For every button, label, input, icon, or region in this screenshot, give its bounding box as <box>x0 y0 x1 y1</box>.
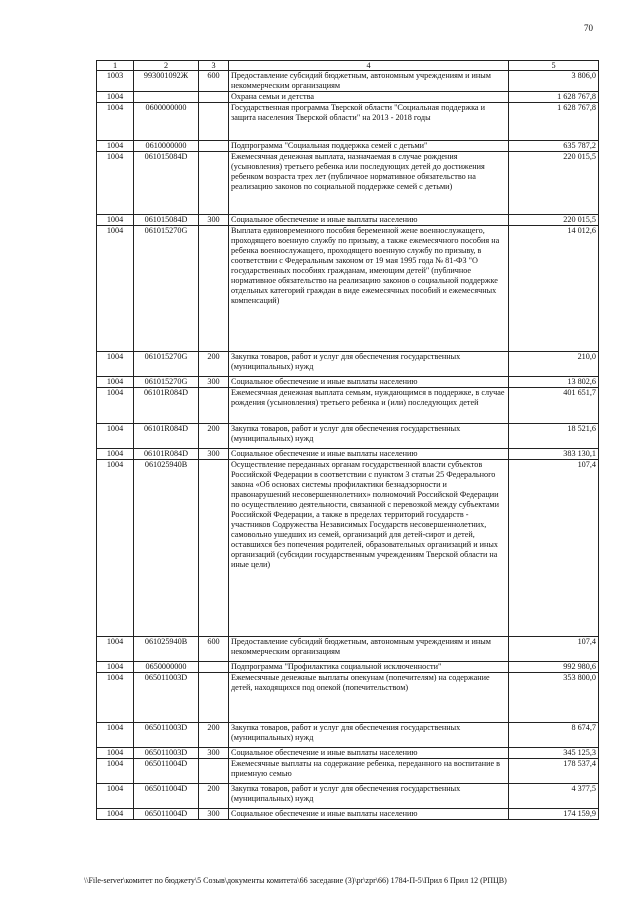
amount-cell: 8 674,7 <box>509 723 599 748</box>
section-code-cell: 1004 <box>97 759 134 784</box>
description-cell: Предоставление субсидий бюджетным, автономным учреждениям и иным некоммерческим организациям <box>229 637 509 662</box>
target-article-cell: 061015084D <box>134 152 199 215</box>
expense-type-cell: 600 <box>199 637 229 662</box>
section-code-cell: 1004 <box>97 784 134 809</box>
amount-cell: 14 012,6 <box>509 226 599 352</box>
description-cell: Выплата единовременного пособия беременной жене военнослужащего, проходящего военную службу по призыву, а также ежемесячного пособия на ребенка военнослужащего, проходящего военную службу по призыву, в соответствии с Федеральным законом от 19 мая 1995 года № 81-ФЗ "О государственных пособиях гражданам, имеющим детей" (публичное нормативное обязательство на реализацию законов о социальной поддержке отдельных категорий граждан в виде ежемесячных пособий и ежемесячных компенсаций) <box>229 226 509 352</box>
target-article-cell: 065011004D <box>134 759 199 784</box>
amount-cell: 174 159,9 <box>509 809 599 820</box>
amount-cell: 4 377,5 <box>509 784 599 809</box>
target-article-cell: 06101R084D <box>134 388 199 424</box>
expense-type-cell: 300 <box>199 449 229 460</box>
description-cell: Социальное обеспечение и иные выплаты населению <box>229 215 509 226</box>
table-row <box>97 71 599 92</box>
table-row <box>97 352 599 377</box>
table-row <box>97 226 599 352</box>
table-row <box>97 662 599 673</box>
section-code-cell: 1004 <box>97 152 134 215</box>
expense-type-cell <box>199 759 229 784</box>
table-row <box>97 809 599 820</box>
expense-type-cell: 200 <box>199 784 229 809</box>
description-cell: Подпрограмма "Социальная поддержка семей с детьми" <box>229 141 509 152</box>
target-article-cell: 0610000000 <box>134 141 199 152</box>
section-code-cell: 1004 <box>97 103 134 141</box>
table-body <box>97 71 599 820</box>
target-article-cell: 065011004D <box>134 809 199 820</box>
expense-type-cell: 300 <box>199 377 229 388</box>
description-cell: Закупка товаров, работ и услуг для обеспечения государственных (муниципальных) нужд <box>229 784 509 809</box>
description-cell: Закупка товаров, работ и услуг для обеспечения государственных (муниципальных) нужд <box>229 723 509 748</box>
expense-type-cell <box>199 673 229 723</box>
expense-type-cell <box>199 662 229 673</box>
table-row <box>97 449 599 460</box>
column-header-3: 3 <box>199 61 229 71</box>
description-cell: Закупка товаров, работ и услуг для обеспечения государственных (муниципальных) нужд <box>229 424 509 449</box>
expense-type-cell <box>199 152 229 215</box>
column-header-4: 4 <box>229 61 509 71</box>
expense-type-cell: 600 <box>199 71 229 92</box>
amount-cell: 353 800,0 <box>509 673 599 723</box>
expense-type-cell: 200 <box>199 352 229 377</box>
table-header-row <box>97 61 599 71</box>
table-row <box>97 723 599 748</box>
description-cell: Подпрограмма "Профилактика социальной исключенности" <box>229 662 509 673</box>
amount-cell: 383 130,1 <box>509 449 599 460</box>
target-article-cell: 061015270G <box>134 377 199 388</box>
description-cell: Ежемесячные денежные выплаты опекунам (попечителям) на содержание детей, находящихся под опекой (попечительством) <box>229 673 509 723</box>
section-code-cell: 1004 <box>97 215 134 226</box>
section-code-cell: 1004 <box>97 141 134 152</box>
description-cell: Осуществление переданных органам государственной власти субъектов Российской Федерации в соответствии с пунктом 3 статьи 25 Федерального закона «Об основах системы профилактики безнадзорности и правонарушений несовершеннолетних» полномочий Российской Федерации по осуществлению деятельности, связанной с перевозкой между субъектами Российской Федерации, а также в пределах территорий государств - участников Содружества Независимых Государств несовершеннолетних, самовольно ушедших из семей, организаций для детей-сирот и детей, оставшихся без попечения родителей, образовательных организаций и иных организаций (субсидии государственным учреждениям Тверской области на иные цели) <box>229 460 509 637</box>
section-code-cell: 1004 <box>97 449 134 460</box>
table-row <box>97 673 599 723</box>
description-cell: Государственная программа Тверской области "Социальная поддержка и защита населения Тверской области" на 2013 - 2018 годы <box>229 103 509 141</box>
page-number: 70 <box>584 23 593 33</box>
expense-type-cell <box>199 460 229 637</box>
expense-type-cell <box>199 141 229 152</box>
table-row <box>97 460 599 637</box>
table-row <box>97 215 599 226</box>
description-cell: Ежемесячные выплаты на содержание ребенка, переданного на воспитание в приемную семью <box>229 759 509 784</box>
target-article-cell: 061015270G <box>134 226 199 352</box>
section-code-cell: 1004 <box>97 388 134 424</box>
table-row <box>97 388 599 424</box>
section-code-cell: 1004 <box>97 424 134 449</box>
table-row <box>97 103 599 141</box>
amount-cell: 1 628 767,8 <box>509 103 599 141</box>
amount-cell: 178 537,4 <box>509 759 599 784</box>
target-article-cell: 065011003D <box>134 723 199 748</box>
amount-cell: 1 628 767,8 <box>509 92 599 103</box>
amount-cell: 635 787,2 <box>509 141 599 152</box>
target-article-cell: 061015270G <box>134 352 199 377</box>
expense-type-cell <box>199 226 229 352</box>
amount-cell: 220 015,5 <box>509 152 599 215</box>
target-article-cell: 065011004D <box>134 784 199 809</box>
amount-cell: 107,4 <box>509 460 599 637</box>
table-row <box>97 637 599 662</box>
description-cell: Социальное обеспечение и иные выплаты населению <box>229 449 509 460</box>
target-article-cell <box>134 92 199 103</box>
table-row <box>97 141 599 152</box>
table-row <box>97 748 599 759</box>
section-code-cell: 1004 <box>97 662 134 673</box>
section-code-cell: 1004 <box>97 226 134 352</box>
description-cell: Ежемесячная денежная выплата семьям, нуждающимся в поддержке, в случае рождения (усыновления) третьего ребенка и (или) последующих детей <box>229 388 509 424</box>
table-row <box>97 92 599 103</box>
amount-cell: 345 125,3 <box>509 748 599 759</box>
table-row <box>97 784 599 809</box>
section-code-cell: 1003 <box>97 71 134 92</box>
column-header-2: 2 <box>134 61 199 71</box>
target-article-cell: 065011003D <box>134 673 199 723</box>
amount-cell: 992 980,6 <box>509 662 599 673</box>
expense-type-cell <box>199 103 229 141</box>
section-code-cell: 1004 <box>97 377 134 388</box>
amount-cell: 220 015,5 <box>509 215 599 226</box>
section-code-cell: 1004 <box>97 637 134 662</box>
description-cell: Закупка товаров, работ и услуг для обеспечения государственных (муниципальных) нужд <box>229 352 509 377</box>
target-article-cell: 0650000000 <box>134 662 199 673</box>
target-article-cell: 061025940B <box>134 637 199 662</box>
table-row <box>97 759 599 784</box>
amount-cell: 18 521,6 <box>509 424 599 449</box>
section-code-cell: 1004 <box>97 92 134 103</box>
target-article-cell: 065011003D <box>134 748 199 759</box>
section-code-cell: 1004 <box>97 352 134 377</box>
section-code-cell: 1004 <box>97 673 134 723</box>
budget-table <box>96 60 599 820</box>
amount-cell: 401 651,7 <box>509 388 599 424</box>
description-cell: Социальное обеспечение и иные выплаты населению <box>229 377 509 388</box>
amount-cell: 210,0 <box>509 352 599 377</box>
expense-type-cell: 200 <box>199 723 229 748</box>
section-code-cell: 1004 <box>97 809 134 820</box>
expense-type-cell: 300 <box>199 809 229 820</box>
column-header-1: 1 <box>97 61 134 71</box>
target-article-cell: 993001092Ж <box>134 71 199 92</box>
expense-type-cell: 300 <box>199 748 229 759</box>
target-article-cell: 06101R084D <box>134 424 199 449</box>
target-article-cell: 061015084D <box>134 215 199 226</box>
amount-cell: 13 802,6 <box>509 377 599 388</box>
description-cell: Социальное обеспечение и иные выплаты населению <box>229 809 509 820</box>
description-cell: Охрана семьи и детства <box>229 92 509 103</box>
target-article-cell: 0600000000 <box>134 103 199 141</box>
table-row <box>97 424 599 449</box>
table-row <box>97 152 599 215</box>
target-article-cell: 061025940B <box>134 460 199 637</box>
expense-type-cell: 300 <box>199 215 229 226</box>
file-path-footer: \\File-server\комитет по бюджету\5 Созыв\документы комитета\66 заседание (3)\pr\zpr\66) 1784-П-5\Прил 6 Прил 12 (РПЦВ) <box>84 876 507 885</box>
section-code-cell: 1004 <box>97 460 134 637</box>
expense-type-cell <box>199 92 229 103</box>
section-code-cell: 1004 <box>97 748 134 759</box>
description-cell: Ежемесячная денежная выплата, назначаемая в случае рождения (усыновления) третьего ребенка или последующих детей до достижения ребенком возраста трех лет (публичное нормативное обязательство на реализацию законов по социальной поддержке семей с детьми) <box>229 152 509 215</box>
expense-type-cell: 200 <box>199 424 229 449</box>
section-code-cell: 1004 <box>97 723 134 748</box>
description-cell: Социальное обеспечение и иные выплаты населению <box>229 748 509 759</box>
description-cell: Предоставление субсидий бюджетным, автономным учреждениям и иным некоммерческим организациям <box>229 71 509 92</box>
table-row <box>97 377 599 388</box>
target-article-cell: 06101R084D <box>134 449 199 460</box>
amount-cell: 3 806,0 <box>509 71 599 92</box>
column-header-5: 5 <box>509 61 599 71</box>
expense-type-cell <box>199 388 229 424</box>
amount-cell: 107,4 <box>509 637 599 662</box>
